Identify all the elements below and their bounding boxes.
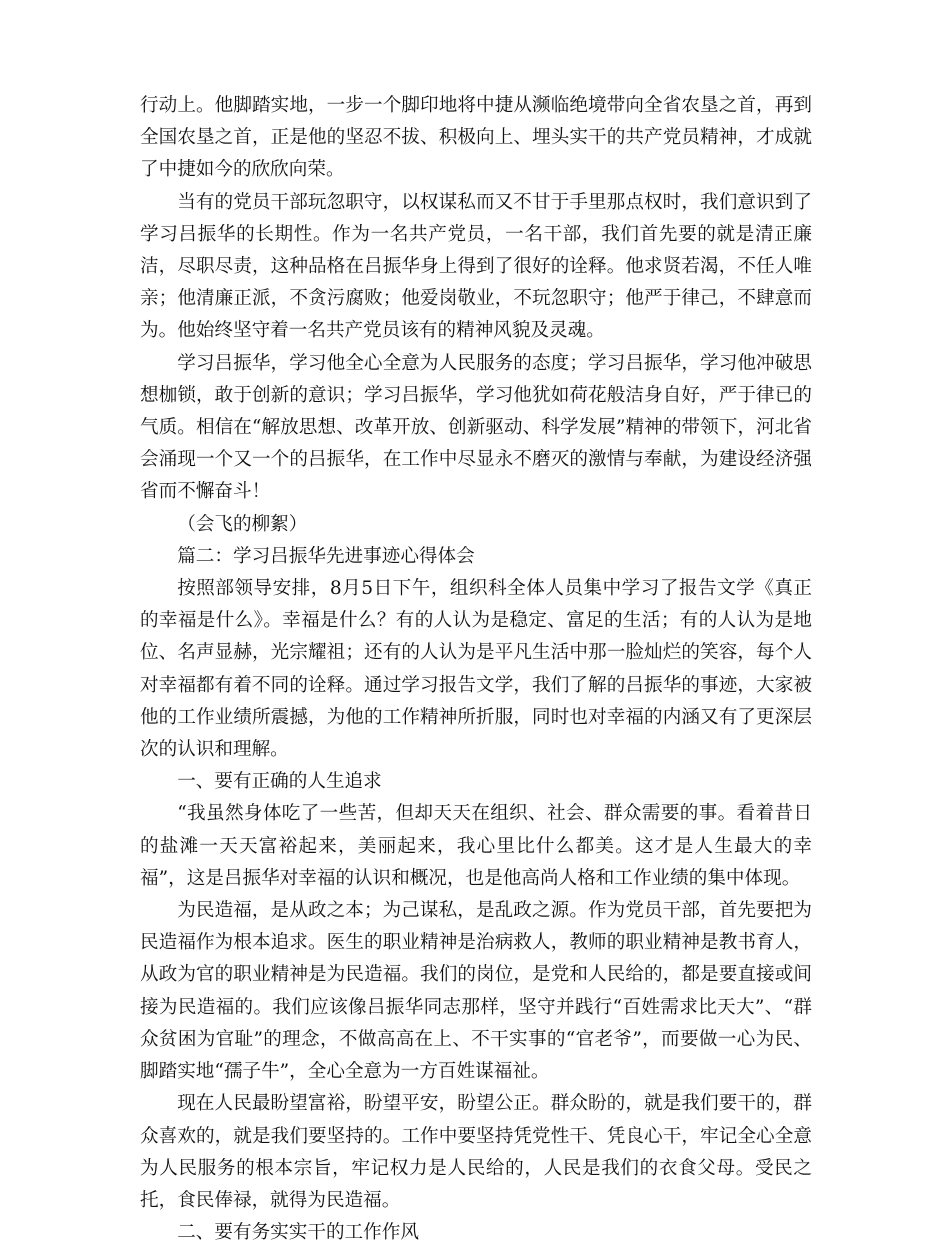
paragraph-party-duty: 当有的党员干部玩忽职守，以权谋私而又不甘于手里那点权时，我们意识到了学习吕振华的长期性。作为一名共产党员，一名干部，我们首先要的就是清正廉洁，尽职尽责，这种品格在吕振华身上得到了很好的诠释。他求贤若渴，不任人唯亲；他清廉正派，不贪污腐败；他爱岗敬业，不玩忽职守；他严于律己，不肆意而为。他始终坚守着一名共产党员该有的精神风貌及灵魂。 (140, 191, 812, 342)
subheading-life-pursuit: 一、要有正确的人生追求 (177, 771, 382, 793)
subheading-work-style: 二、要有务实实干的工作作风 (177, 1222, 419, 1244)
paragraph-study-report: 按照部领导安排，8月5日下午，组织科全体人员集中学习了报告文学《真正的幸福是什么》。幸福是什么？有的人认为是稳定、富足的生活；有的人认为是地位、名声显赫，光宗耀祖；还有的人认为是平凡生活中那一脸灿烂的笑容，每个人对幸福都有着不同的诠释。通过学习报告文学，我们了解的吕振华的事迹，大家被他的工作业绩所震撼，为他的工作精神所折服，同时也对幸福的内涵又有了更深层次的认识和理解。 (140, 578, 812, 761)
paragraph-people-expect: 现在人民最盼望富裕，盼望平安，盼望公正。群众盼的，就是我们要干的，群众喜欢的，就是我们要坚持的。工作中要坚持凭党性干、凭良心干，牢记全心全意为人民服务的根本宗旨，牢记权力是人民给的，人民是我们的衣食父母。受民之托，食民俸禄，就得为民造福。 (140, 1093, 812, 1211)
paragraph-continuation: 行动上。他脚踏实地，一步一个脚印地将中捷从濒临绝境带向全省农垦之首，再到全国农垦之首，正是他的坚忍不拔、积极向上、埋头实干的共产党员精神，才成就了中捷如今的欣欣向荣。 (140, 95, 812, 181)
paragraph-serve-people: 为民造福，是从政之本；为己谋私，是乱政之源。作为党员干部，首先要把为民造福作为根本追求。医生的职业精神是治病救人，教师的职业精神是教书育人，从政为官的职业精神是为民造福。我们的岗位，是党和人民给的，都是要直接或间接为民造福的。我们应该像吕振华同志那样，坚守并践行“百姓需求比天大”、“群众贫困为官耻”的理念，不做高高在上、不干实事的“官老爷”，而要做一心为民、脚踏实地“孺子牛”，全心全意为一方百姓谋福祉。 (140, 900, 812, 1083)
paragraph-learn-from: 学习吕振华，学习他全心全意为人民服务的态度；学习吕振华，学习他冲破思想枷锁，敢于创新的意识；学习吕振华，学习他犹如荷花般洁身自好，严于律已的气质。相信在“解放思想、改革开放、创新驱动、科学发展”精神的带领下，河北省会涌现一个又一个的吕振华，在工作中尽显永不磨灭的激情与奉献，为建设经济强省而不懈奋斗！ (140, 352, 812, 503)
document-page (140, 90, 812, 1249)
paragraph-quote: “我虽然身体吃了一些苦，但却天天在组织、社会、群众需要的事。看着昔日的盐滩一天天富裕起来，美丽起来，我心里比什么都美。这才是人生最大的幸福”，这是吕振华对幸福的认识和概况，也是他高尚人格和工作业绩的集中体现。 (140, 803, 812, 889)
author-signature: （会飞的柳絮） (177, 513, 308, 535)
section-title: 篇二：学习吕振华先进事迹心得体会 (177, 545, 475, 567)
